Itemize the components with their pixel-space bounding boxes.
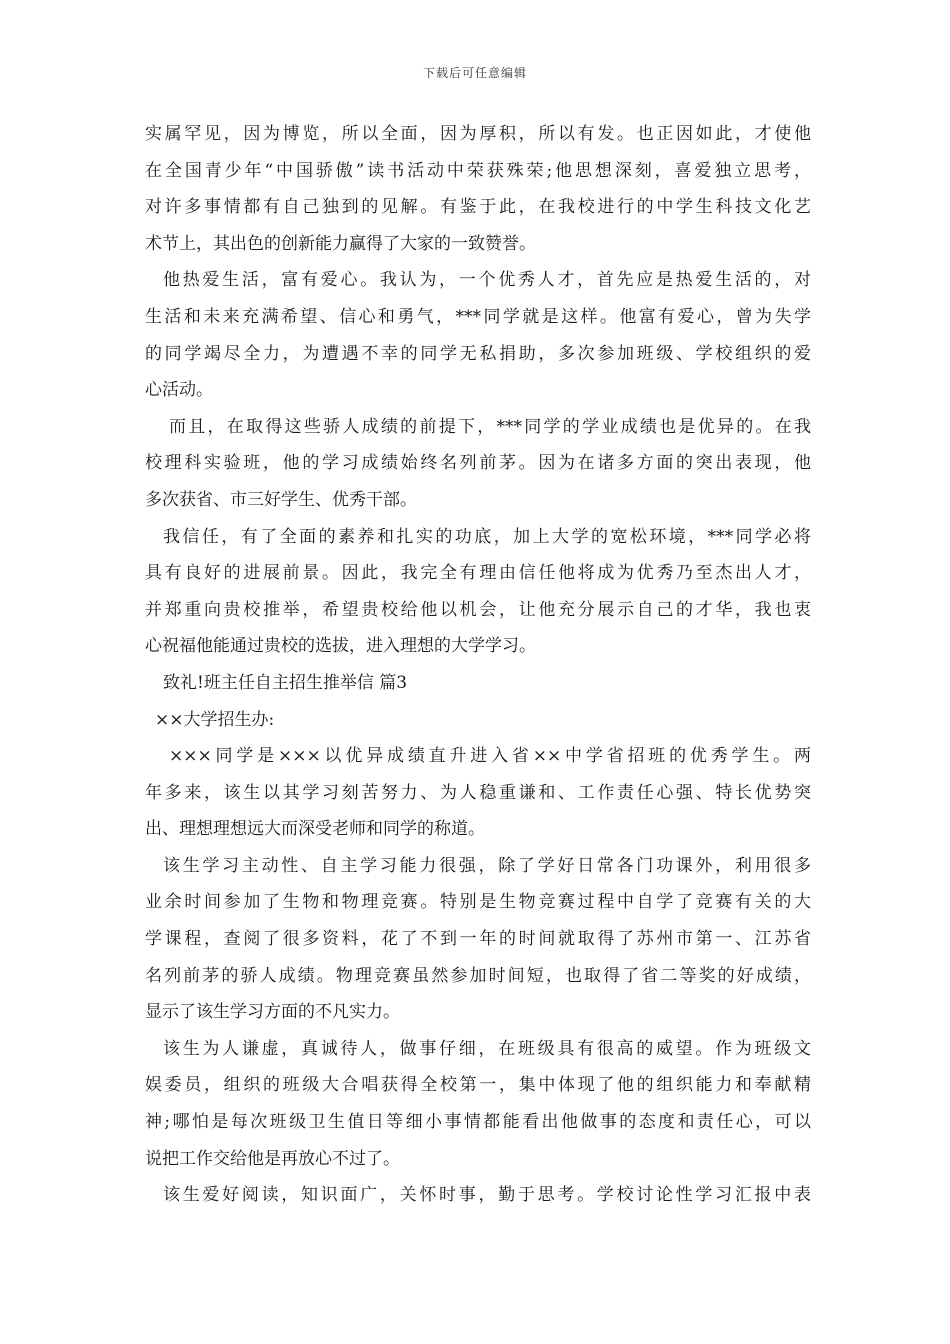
page-header: 下载后可任意编辑 [422,66,527,80]
text-line: 具有良好的进展前景。因此，我完全有理由信任他将成为优秀乃至杰出人才， [145,563,811,584]
text-line: 生活和未来充满希望、信心和勇气，***同学就是这样。他富有爱心，曾为失学 [145,306,811,327]
text-line: 我信任，有了全面的素养和扎实的功底，加上大学的宽松环境，***同学必将 [163,526,811,547]
text-line: 他热爱生活，富有爱心。我认为，一个优秀人才，首先应是热爱生活的，对 [163,270,811,291]
text-line: ×××同学是×××以优异成绩直升进入省××中学省招班的优秀学生。两 [169,746,811,767]
text-line: 而且，在取得这些骄人成绩的前提下，***同学的学业成绩也是优异的。在我 [169,416,811,437]
text-line: 出、理想理想远大而深受老师和同学的称道。 [145,819,485,840]
text-line: 神;哪怕是每次班级卫生值日等细小事情都能看出他做事的态度和责任心，可以 [145,1112,811,1133]
text-line: 显示了该生学习方面的不凡实力。 [145,1002,400,1023]
text-line: 的同学竭尽全力，为遭遇不幸的同学无私捐助，多次参加班级、学校组织的爱 [145,343,811,364]
text-line: 年多来，该生以其学习刻苦努力、为人稳重谦和、工作责任心强、特长优势突 [145,782,811,803]
text-line: 校理科实验班，他的学习成绩始终名列前茅。因为在诸多方面的突出表现，他 [145,453,811,474]
text-line: 该生爱好阅读，知识面广，关怀时事，勤于思考。学校讨论性学习汇报中表 [163,1185,811,1206]
text-line: 该生学习主动性、自主学习能力很强，除了学好日常各门功课外，利用很多 [163,855,811,876]
text-line: 心祝福他能通过贵校的选拔，进入理想的大学学习。 [145,636,536,657]
text-line: 说把工作交给他是再放心不过了。 [145,1148,400,1169]
body-text [145,116,811,1214]
text-line: 学课程，查阅了很多资料，花了不到一年的时间就取得了苏州市第一、江苏省 [145,929,811,950]
text-line: 多次获省、市三好学生、优秀干部。 [145,489,417,510]
text-line: 术节上，其出色的创新能力赢得了大家的一致赞誉。 [145,233,536,254]
text-line: 对许多事情都有自己独到的见解。有鉴于此，在我校进行的中学生科技文化艺 [145,197,811,218]
text-line: 娱委员，组织的班级大合唱获得全校第一，集中体现了他的组织能力和奉献精 [145,1075,811,1096]
text-line: 在全国青少年“中国骄傲”读书活动中荣获殊荣;他思想深刻，喜爱独立思考， [145,160,811,181]
text-line: 业余时间参加了生物和物理竞赛。特别是生物竞赛过程中自学了竞赛有关的大 [145,892,811,913]
text-line: 实属罕见，因为博览，所以全面，因为厚积，所以有发。也正因如此，才使他 [145,124,811,144]
text-line: 心活动。 [145,380,213,401]
letter-heading: 致礼!班主任自主招生推举信 篇3 [163,672,408,693]
text-line: 名列前茅的骄人成绩。物理竞赛虽然参加时间短，也取得了省二等奖的好成绩， [145,965,811,986]
text-line: 并郑重向贵校推举，希望贵校给他以机会，让他充分展示自己的才华，我也衷 [145,599,811,620]
text-line: 该生为人谦虚，真诚待人，做事仔细，在班级具有很高的威望。作为班级文 [163,1038,811,1059]
letter-salutation: ××大学招生办: [155,709,275,730]
